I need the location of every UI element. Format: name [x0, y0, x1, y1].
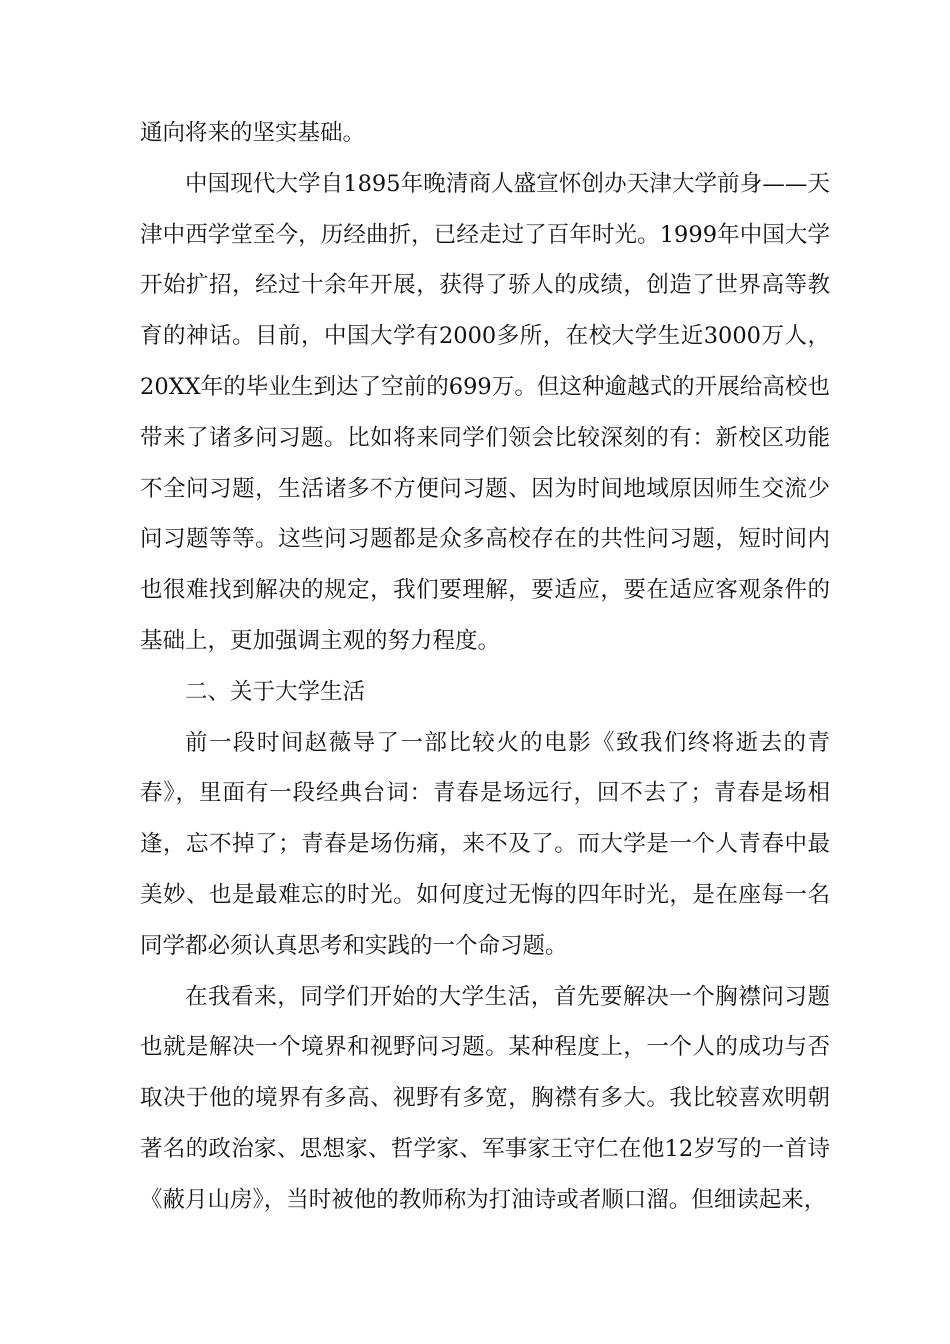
section-heading-university-life: 二、关于大学生活 [185, 678, 366, 705]
paragraph-vision-mindset: 在我看来，同学们开始的大学生活，首先要解决一个胸襟问习题也就是解决一个境界和视野问习题。某种程度上，一个人的成功与否取决于他的境界有多高、视野有多宽，胸襟有多大。我比较喜欢明朝著名的政治家、思想家、哲学家、军事家王守仁在他12岁写的一首诗《蔽月山房》，当时被他的教师称为打油诗或者顺口溜。但细读起来， [140, 983, 830, 1213]
paragraph-youth-movie: 前一段时间赵薇导了一部比较火的电影《致我们终将逝去的青春》，里面有一段经典台词：青春是场远行，回不去了；青春是场相逢，忘不掉了；青春是场伤痛，来不及了。而大学是一个人青春中最美妙、也是最难忘的时光。如何度过无悔的四年时光，是在座每一名同学都必须认真思考和实践的一个命习题。 [140, 729, 830, 959]
body-text [140, 108, 830, 1226]
paragraph-continuation: 通向将来的坚实基础。 [140, 120, 366, 146]
paragraph-university-history: 中国现代大学自1895年晚清商人盛宣怀创办天津大学前身——天津中西学堂至今，历经曲折，已经走过了百年时光。1999年中国大学开始扩招，经过十余年开展，获得了骄人的成绩，创造了世界高等教育的神话。目前，中国大学有2000多所，在校大学生近3000万人，20XX年的毕业生到达了空前的699万。但这种逾越式的开展给高校也带来了诸多问习题。比如将来同学们领会比较深刻的有：新校区功能不全问习题，生活诸多不方便问习题、因为时间地域原因师生交流少问习题等等。这些问习题都是众多高校存在的共性问习题，短时间内也很难找到解决的规定，我们要理解，要适应，要在适应客观条件的基础上，更加强调主观的努力程度。 [140, 170, 830, 654]
